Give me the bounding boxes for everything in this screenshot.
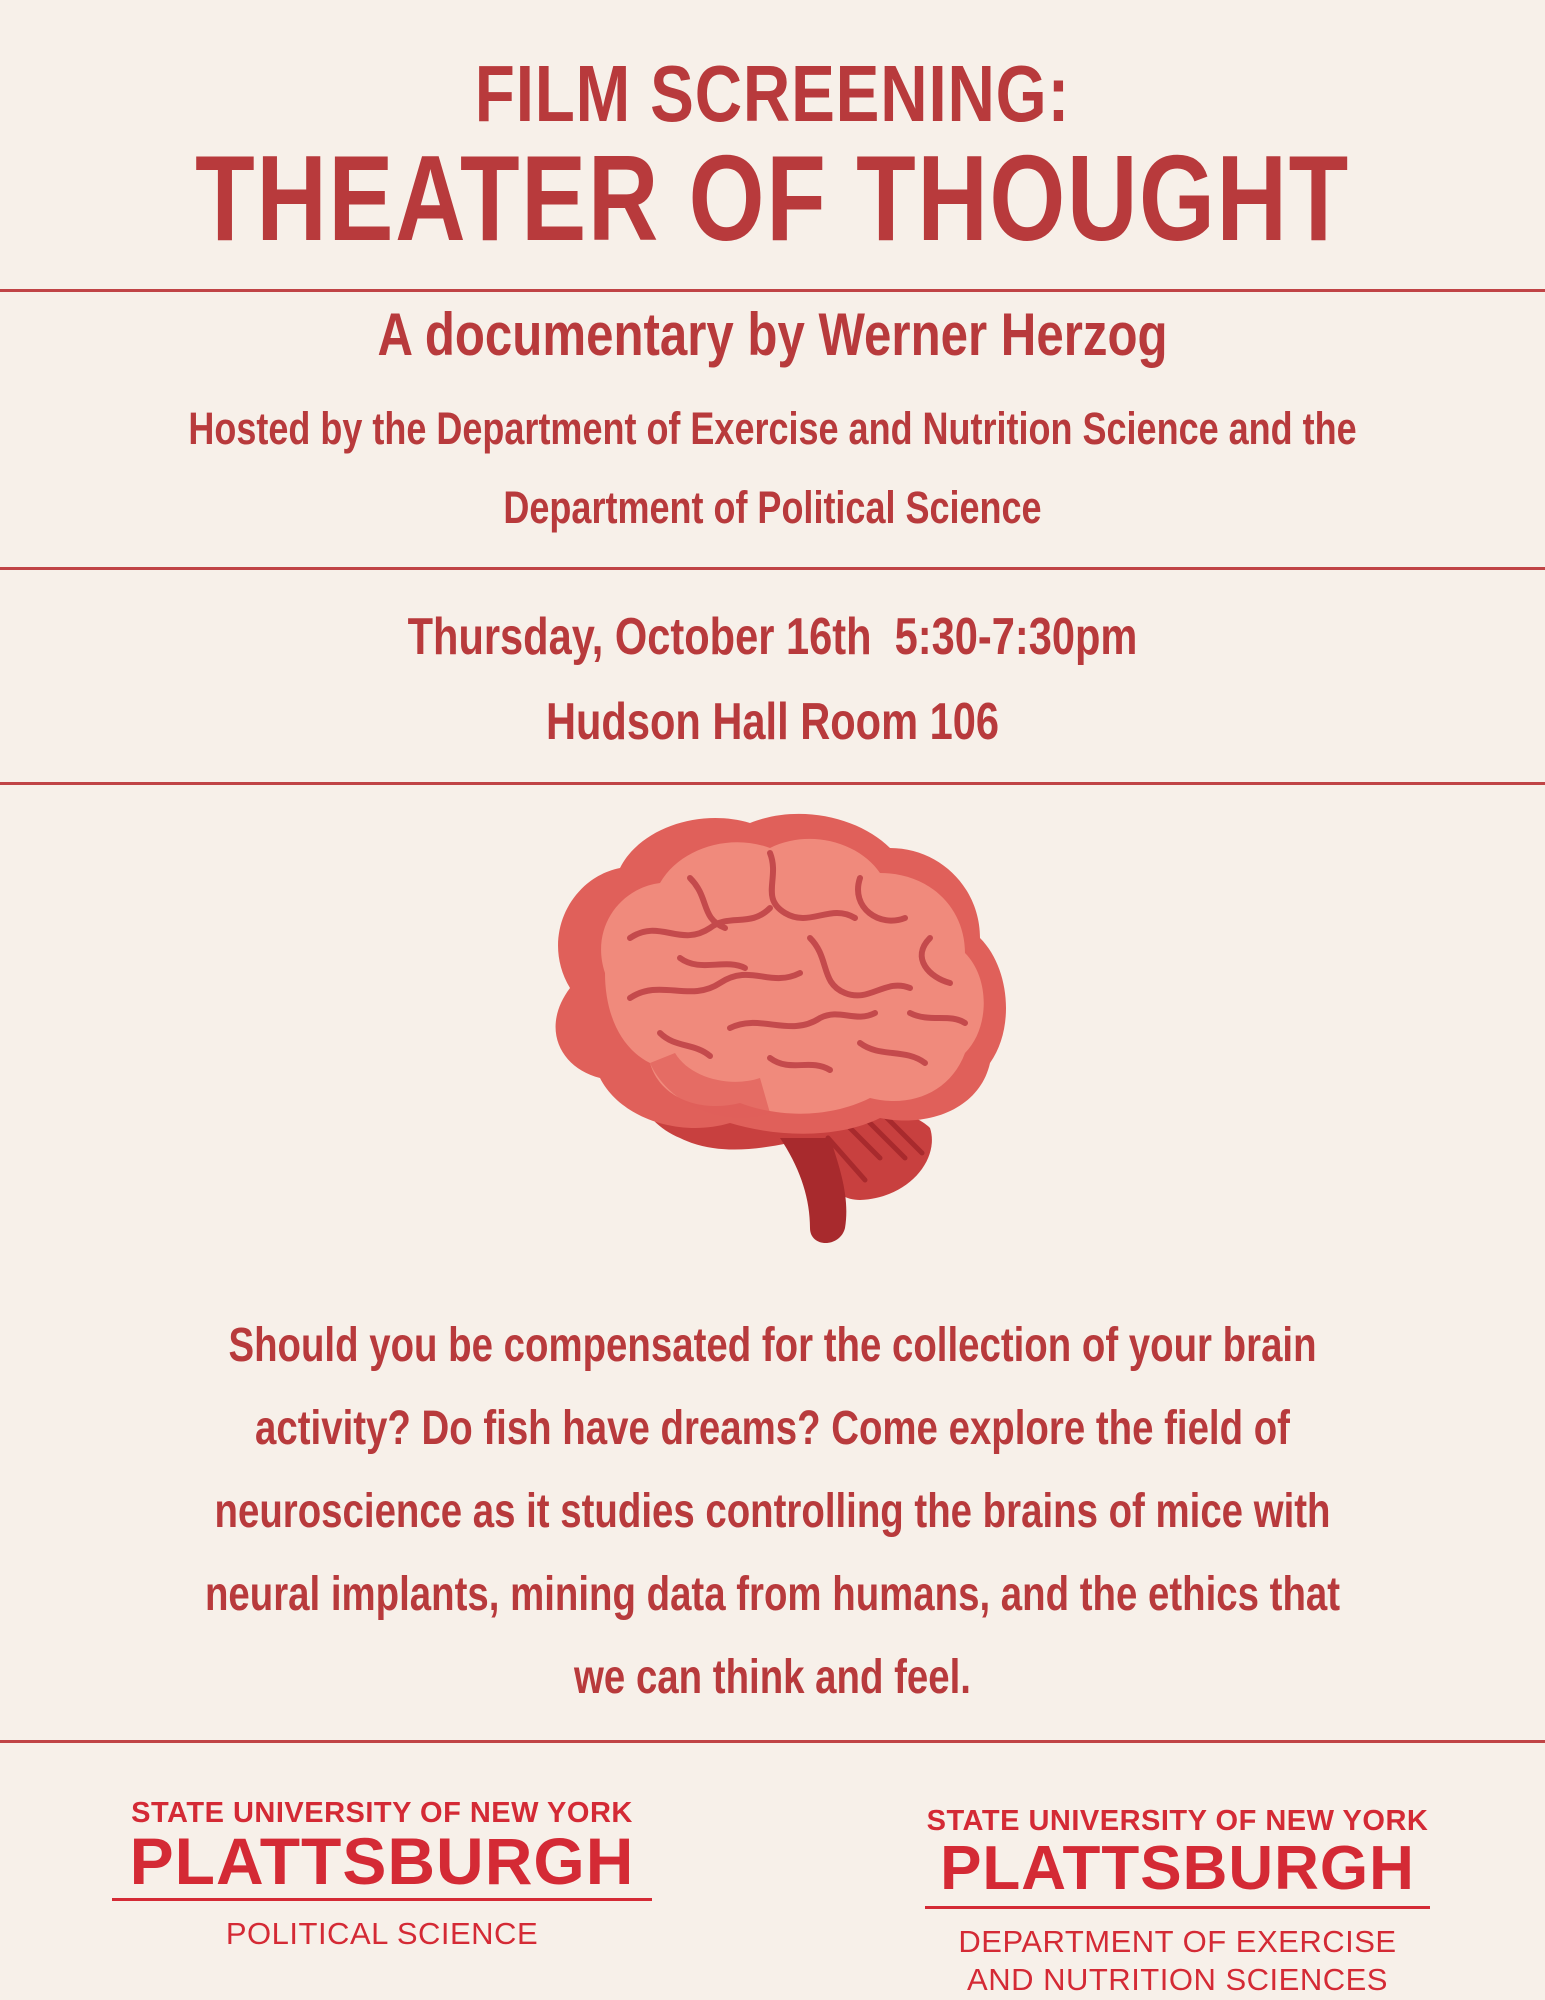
logo-plattsburgh-text: PLATTSBURGH: [129, 1824, 635, 1898]
divider: [0, 567, 1545, 570]
divider: [0, 782, 1545, 785]
logo-rule: [112, 1898, 652, 1901]
description-line: we can think and feel.: [574, 1651, 971, 1704]
logo-dept-text: POLITICAL SCIENCE: [225, 1916, 539, 1951]
title-line-2: THEATER OF THOUGHT: [195, 130, 1350, 266]
logo-dept-text-2: AND NUTRITION SCIENCES: [967, 1962, 1388, 1997]
exercise-nutrition-logo: [925, 1805, 1430, 1999]
title-line-1: FILM SCREENING:: [474, 49, 1071, 138]
brain-icon: [510, 808, 1030, 1248]
description-line: Should you be compensated for the collection of your brain: [228, 1319, 1317, 1372]
host-line-1: Hosted by the Department of Exercise and Nutrition Science and the: [188, 403, 1357, 454]
event-datetime: Thursday, October 16th 5:30-7:30pm: [407, 608, 1138, 666]
description-line: neuroscience as it studies controlling the brains of mice with: [214, 1485, 1331, 1538]
event-location: Hudson Hall Room 106: [545, 693, 1000, 751]
divider: [0, 289, 1545, 292]
host-line-2: Department of Political Science: [503, 482, 1042, 533]
subtitle: A documentary by Werner Herzog: [377, 301, 1168, 368]
logo-suny-text: STATE UNIVERSITY OF NEW YORK: [926, 1805, 1429, 1837]
description-line: neural implants, mining data from humans, and the ethics that: [204, 1568, 1341, 1621]
divider: [0, 1740, 1545, 1743]
logo-suny-text: STATE UNIVERSITY OF NEW YORK: [131, 1797, 633, 1829]
description-line: activity? Do fish have dreams? Come explore the field of: [255, 1402, 1290, 1455]
logo-dept-text-1: DEPARTMENT OF EXERCISE: [958, 1924, 1397, 1959]
logo-rule: [925, 1906, 1430, 1909]
political-science-logo: [112, 1797, 652, 1953]
logo-plattsburgh-text: PLATTSBURGH: [940, 1834, 1415, 1903]
